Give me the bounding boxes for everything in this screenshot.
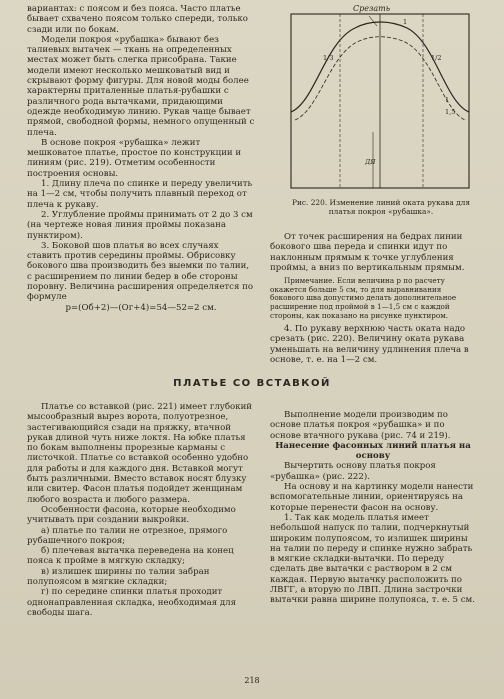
paragraph: В основе покроя «рубашка» лежит мешковатое платье, простое по конструкции и линиям (рис. 219). Отметим особенности построения основы. xyxy=(27,137,242,179)
section-heading: ПЛАТЬЕ СО ВСТАВКОЙ xyxy=(173,378,331,389)
list-item: г) по середине спинки платья проходит однонаправленная складка, необходимая для свободы шага. xyxy=(27,587,237,618)
list-item: а) платье по талии не отрезное, прямого рубашечного покроя; xyxy=(27,525,228,546)
paragraph: 4. По рукаву верхнюю часть оката надо срезать (рис. 220). Величину оката рукава уменьшать на величину удлинения плеча в основе, т. е. на 1—2 см. xyxy=(270,324,469,366)
formula: p=(Об+2)—(Ог+4)=54—52=2 см. xyxy=(65,302,217,313)
paragraph: От точек расширения на бедрах линии бокового шва переда и спинки идут по наклонным прямым к точке углубления проймы, а вниз по вертикальным прямым. xyxy=(270,232,465,273)
paragraph: 1. Длину плеча по спинке и переду увеличить на 1—2 см, чтобы получить плавный переход от плеча к рукаву. xyxy=(27,179,253,210)
subheading: Нанесение фасонных линий платья на основу xyxy=(275,440,471,462)
paragraph: 1. Так как модель платья имеет небольшой напуск по талии, подчеркнутый широким полупоясом, то излишек ширины на талии по переду и спинке нужно забрать в мягкие складки-вытачки. По переду сделать две вытачки с раствором в 2 см каждая. Первую вытачку расположить по ЛВГГ, а вторую по ЛВП. Длина застрочки вытачки равна ширине полупояса, т. е. 5 см. xyxy=(270,512,475,606)
figure-mark: 1 xyxy=(445,96,450,104)
paragraph: Выполнение модели производим по основе платья покроя «рубашка» и по основе втачного рукава (рис. 74 и 219). xyxy=(270,410,451,441)
note: Примечание. Если величина р по расчету окажется больше 5 см, то для выравнивания бокового шва допустимо делать дополнительное расширение под проймой в 1—1,5 см с каждой стороны, как показано на рисунке пунктиром. xyxy=(270,276,457,320)
figure-mark: 1 xyxy=(403,18,408,26)
right-column-bottom xyxy=(270,410,476,606)
figure-mark: 1/3 xyxy=(323,54,334,62)
left-column-bottom xyxy=(27,402,255,618)
paragraph: 3. Боковой шов платья во всех случаях ставить против середины проймы. Обрисовку бокового шва производить без выемки по талии, с расширением по линии бедер в обе стороны поровну. Величина расширения определяется по формуле xyxy=(27,240,254,303)
paragraph: Особенности фасона, которые необходимо учитывать при создании выкройки. xyxy=(27,504,236,526)
paragraph: Модели покроя «рубашка» бывают без талиевых вытачек — ткань на определенных местах может быть слегка присобрана. Такие модели имеют несколько мешковатый вид и скрывают форму фигуры. Для новой моды более характерны приталенные платья-рубашки с различного рода вытачками, придающими одежде необходимую линию. Рукав чаще бывает прямой, свободной формы, немного опущенный с плеча. xyxy=(27,34,255,138)
list-item: в) излишек ширины по талии забран полупоясом в мягкие складки; xyxy=(27,566,210,588)
paragraph: Вычертить основу платья покроя «рубашка» (рис. 222). xyxy=(270,461,436,482)
sleeve-cap-figure xyxy=(285,2,475,194)
page-number: 218 xyxy=(244,676,260,685)
figure-label: Срезать xyxy=(353,4,391,13)
paragraph: Платье со вставкой (рис. 221) имеет глубокий мысообразный вырез ворота, полуотрезное, застегивающийся сзади на пряжку, втачной рукав длиной чуть ниже локтя. На юбке платья по бокам выполнены прорезные карманы с листочкой. Платье со вставкой особенно удобно для работы и для каждого дня. Вставкой могут быть различными. Вместо вставок носят блузку или свитер. Фасон платья подойдет женщинам любого возраста и любого размера. xyxy=(27,402,253,505)
list-item: б) плечевая вытачка переведена на конец пояса к пройме в мягкую складку; xyxy=(27,546,234,567)
figure-caption: Рис. 220. Изменение линий оката рукава для платья покроя «рубашка». xyxy=(291,198,470,216)
left-column-top xyxy=(27,4,255,313)
figure-mark: 1,5 xyxy=(445,108,456,116)
paragraph: 2. Углубление проймы принимать от 2 до 3 см (на чертеже новая линия проймы показана пунктиром). xyxy=(27,209,253,241)
paragraph: вариантах: с поясом и без пояса. Часто платье бывает схвачено поясом только спереди, только сзади или по бокам. xyxy=(27,4,248,35)
figure-mark: ДЯ xyxy=(365,158,376,166)
paragraph: На основу и на картинку модели нанести вспомогательные линии, ориентируясь на которые перенести фасон на основу. xyxy=(270,482,474,513)
right-column-top xyxy=(270,232,476,365)
figure-mark: 1/2 xyxy=(431,54,442,62)
